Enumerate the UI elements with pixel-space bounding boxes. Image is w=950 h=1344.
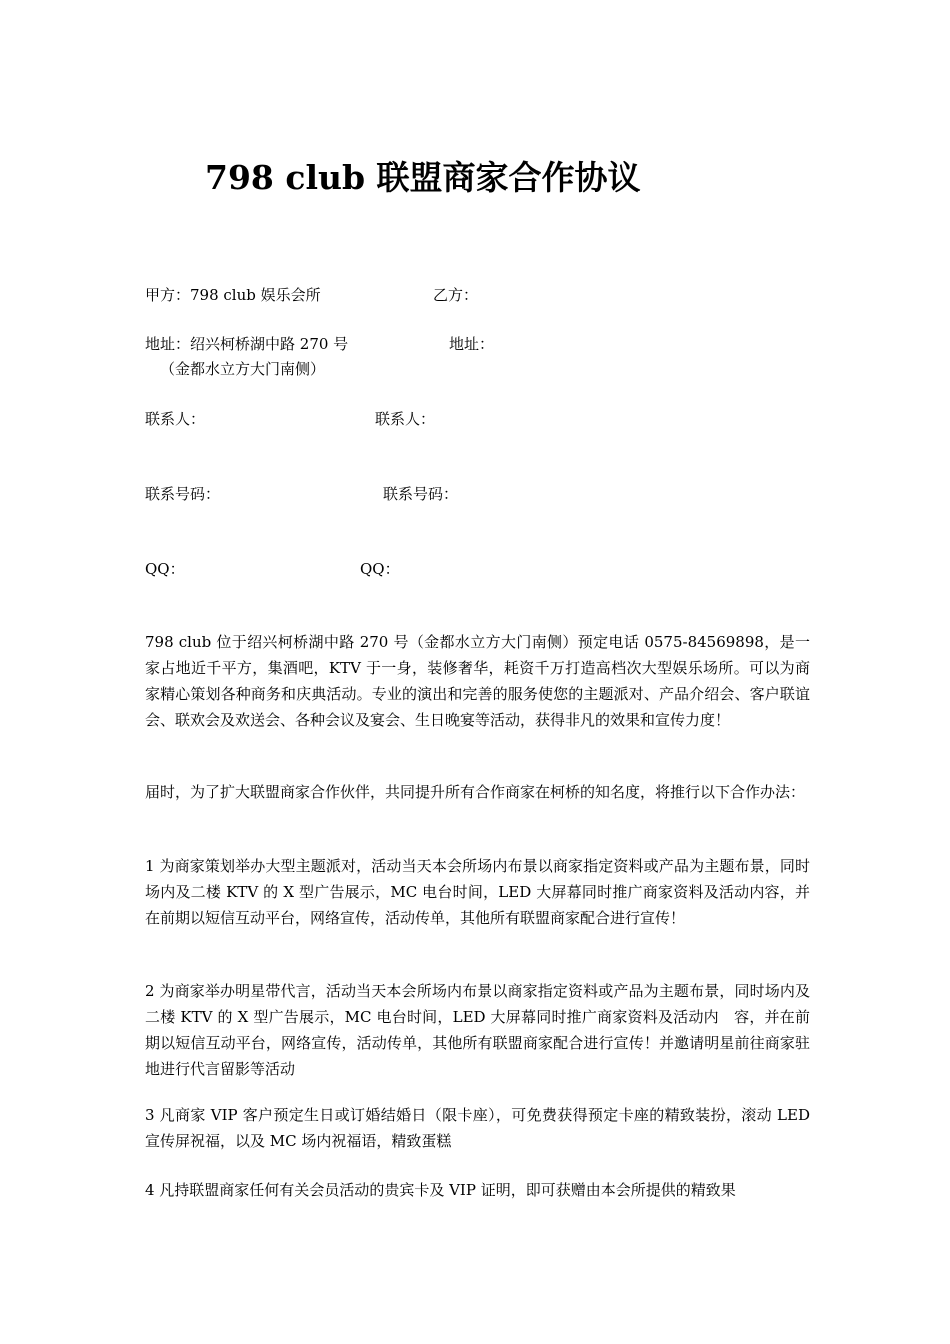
party-a-phone: 联系号码： xyxy=(145,485,221,503)
item-1-paragraph xyxy=(145,853,810,931)
item-2-paragraph xyxy=(145,978,810,1082)
party-b-qq: QQ： xyxy=(360,560,400,578)
document-title: 798 club 联盟商家合作协议 xyxy=(205,158,641,197)
intro-paragraph xyxy=(145,629,810,733)
item-3-paragraph xyxy=(145,1102,810,1154)
party-a-contact: 联系人： xyxy=(145,410,206,428)
method-intro-paragraph xyxy=(145,779,810,805)
party-b-label: 乙方： xyxy=(433,286,479,304)
party-a-qq: QQ： xyxy=(145,560,185,578)
paragraph-text: 届时，为了扩大联盟商家合作伙伴，共同提升所有合作商家在柯桥的知名度，将推行以下合作办法： xyxy=(145,783,806,801)
party-a-label: 甲方：798 club 娱乐会所 xyxy=(145,286,321,304)
party-b-phone: 联系号码： xyxy=(383,485,459,503)
party-b-contact: 联系人： xyxy=(375,410,436,428)
party-a-address-note: （金都水立方大门南侧） xyxy=(160,360,326,378)
party-b-address: 地址： xyxy=(449,335,495,353)
paragraph-text: 3 凡商家 VIP 客户预定生日或订婚结婚日（限卡座），可免费获得预定卡座的精致装扮，滚动 LED 宣传屏祝福，以及 MC 场内祝福语，精致蛋糕 xyxy=(145,1106,810,1150)
paragraph-text: 4 凡持联盟商家任何有关会员活动的贵宾卡及 VIP 证明，即可获赠由本会所提供的精致果 xyxy=(145,1181,736,1199)
paragraph-text: 1 为商家策划举办大型主题派对，活动当天本会所场内布景以商家指定资料或产品为主题布景，同时场内及二楼 KTV 的 X 型广告展示，MC 电台时间，LED 大屏幕同时推广商家资料及活动内容，并在前期以短信互动平台，网络宣传，活动传单，其他所有联盟商家配合进行宣传！ xyxy=(145,857,810,927)
paragraph-text: 798 club 位于绍兴柯桥湖中路 270 号（金都水立方大门南侧）预定电话 0575-84569898，是一家占地近千平方，集酒吧，KTV 于一身，装修奢华，耗资千万打造高档次大型娱乐场所。可以为商家精心策划各种商务和庆典活动。专业的演出和完善的服务使您的主题派对、产品介绍会、客户联谊会、联欢会及欢送会、各种会议及宴会、生日晚宴等活动，获得非凡的效果和宣传力度！ xyxy=(145,633,810,729)
paragraph-text: 2 为商家举办明星带代言，活动当天本会所场内布景以商家指定资料或产品为主题布景，同时场内及二楼 KTV 的 X 型广告展示，MC 电台时间，LED 大屏幕同时推广商家资料及活动内 容，并在前期以短信互动平台，网络宣传，活动传单，其他所有联盟商家配合进行宣传！并邀请明星前往商家驻地进行代言留影等活动 xyxy=(145,982,810,1078)
party-a-address: 地址：绍兴柯桥湖中路 270 号 xyxy=(145,335,349,353)
item-4-paragraph xyxy=(145,1177,810,1203)
